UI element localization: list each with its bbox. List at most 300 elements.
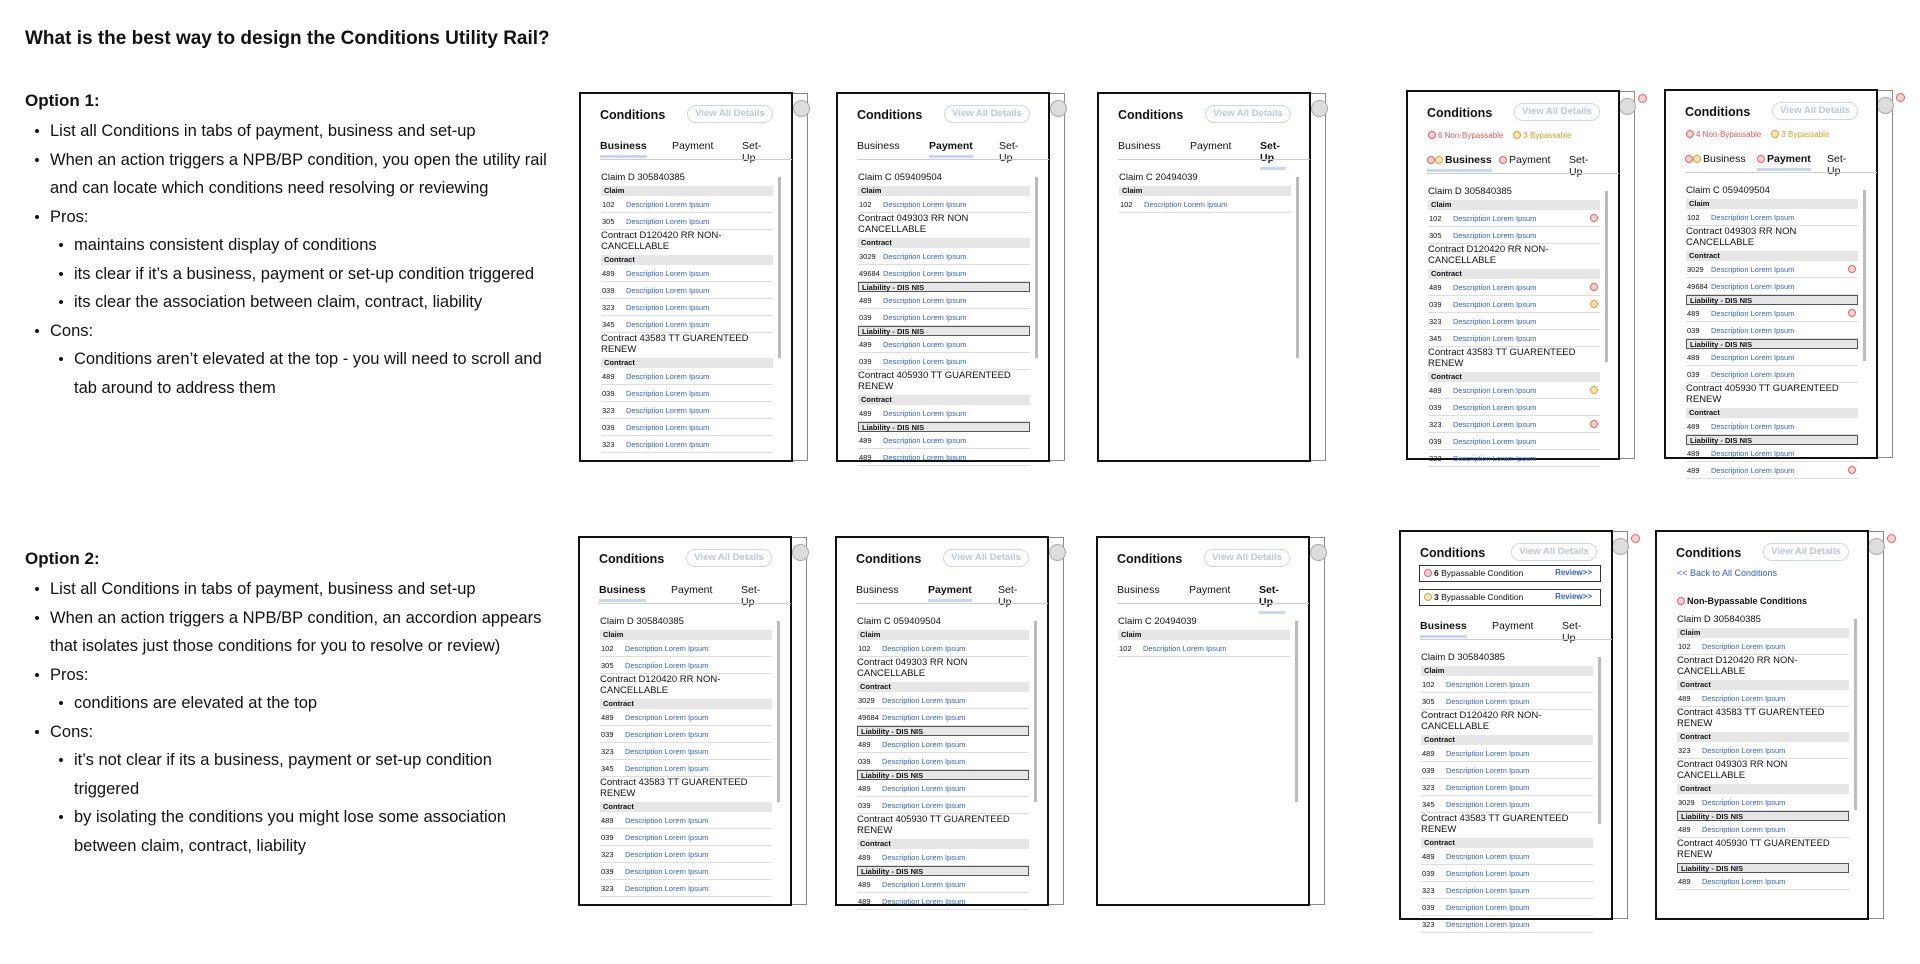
condition-description-link[interactable]: Description Lorem Ipsum xyxy=(883,268,967,278)
close-icon[interactable] xyxy=(1638,94,1647,103)
tab-label: Payment xyxy=(1492,620,1534,632)
npb-icon xyxy=(1428,131,1436,139)
section-header: Claim xyxy=(857,630,1029,640)
conditions-panel xyxy=(1096,536,1310,906)
avatar-icon xyxy=(1877,97,1894,114)
condition-code: 305 xyxy=(1422,696,1435,706)
group-title: Contract 405930 TT GUARENTEED RENEW xyxy=(1686,383,1839,405)
condition-code: 489 xyxy=(601,712,614,722)
bp-icon xyxy=(1693,155,1701,163)
tab-set-up[interactable] xyxy=(998,584,1024,611)
condition-row xyxy=(1421,676,1593,693)
view-all-details-button[interactable]: View All Details xyxy=(943,549,1029,567)
condition-description-link[interactable]: Description Lorem Ipsum xyxy=(882,756,966,766)
section-header: Contract xyxy=(858,238,1030,248)
tab-set-up[interactable] xyxy=(1569,154,1595,181)
condition-description-link[interactable]: Description Lorem Ipsum xyxy=(1711,212,1795,222)
condition-description-link[interactable]: Description Lorem Ipsum xyxy=(882,879,966,889)
avatar-icon xyxy=(1612,538,1629,555)
condition-code: 102 xyxy=(1687,212,1700,222)
condition-code: 489 xyxy=(858,783,871,793)
condition-description-link[interactable]: Description Lorem Ipsum xyxy=(1702,745,1786,755)
condition-description-link[interactable]: Description Lorem Ipsum xyxy=(883,435,967,445)
condition-code: 039 xyxy=(601,729,614,739)
tab-business[interactable] xyxy=(857,140,900,155)
accordion-npb[interactable] xyxy=(1419,565,1601,582)
bp-count-label: 3 Bypassable xyxy=(1781,130,1830,139)
scrollbar[interactable] xyxy=(778,177,781,358)
condition-description-link[interactable]: Description Lorem Ipsum xyxy=(1144,199,1228,209)
condition-code: 489 xyxy=(601,815,614,825)
tab-payment[interactable] xyxy=(1189,584,1230,599)
view-all-details-button[interactable]: View All Details xyxy=(1772,102,1858,120)
condition-code: 323 xyxy=(1429,453,1442,463)
scrollbar[interactable] xyxy=(1854,619,1857,810)
condition-description-link[interactable]: Description Lorem Ipsum xyxy=(1711,325,1795,335)
condition-code: 039 xyxy=(1687,369,1700,379)
condition-code: 323 xyxy=(1422,919,1435,929)
condition-row xyxy=(1421,882,1593,899)
condition-code: 039 xyxy=(858,800,871,810)
group-title: Contract 049303 RR NON CANCELLABLE xyxy=(857,657,968,679)
panel-title: Conditions xyxy=(1420,546,1486,560)
panel-title: Conditions xyxy=(857,108,923,122)
condition-description-link[interactable]: Description Lorem Ipsum xyxy=(1446,748,1530,758)
tab-set-up[interactable] xyxy=(1260,140,1286,170)
condition-row xyxy=(601,402,773,419)
condition-description-link[interactable]: Description Lorem Ipsum xyxy=(1711,352,1795,362)
condition-description-link[interactable]: Description Lorem Ipsum xyxy=(1453,385,1537,395)
condition-row xyxy=(1686,445,1858,462)
condition-row xyxy=(858,405,1030,422)
avatar-icon[interactable] xyxy=(1310,544,1327,561)
condition-description-link[interactable]: Description Lorem Ipsum xyxy=(1446,765,1530,775)
condition-description-link[interactable]: Description Lorem Ipsum xyxy=(1711,448,1795,458)
condition-code: 039 xyxy=(1422,765,1435,775)
condition-description-link[interactable]: Description Lorem Ipsum xyxy=(1711,421,1795,431)
condition-description-link[interactable]: Description Lorem Ipsum xyxy=(1446,885,1530,895)
review-link[interactable]: Review>> xyxy=(1555,568,1592,577)
accordion-bp[interactable] xyxy=(1419,589,1601,606)
condition-code: 323 xyxy=(601,849,614,859)
section-header: Contract xyxy=(857,682,1029,692)
condition-description-link[interactable]: Description Lorem Ipsum xyxy=(1453,436,1537,446)
conditions-list xyxy=(1119,172,1291,213)
option-title: Option 1: xyxy=(25,91,100,110)
view-all-details-button[interactable]: View All Details xyxy=(1514,103,1600,121)
view-all-details-button[interactable]: View All Details xyxy=(686,549,772,567)
tab-label: Business xyxy=(1117,584,1160,596)
group-title: Contract 049303 RR NON CANCELLABLE xyxy=(1686,226,1797,248)
tab-label: Business xyxy=(1118,140,1161,152)
condition-group xyxy=(857,814,1029,910)
section-header: Liability - DIS NIS xyxy=(1686,435,1858,445)
condition-row xyxy=(1421,916,1593,933)
condition-code: 039 xyxy=(859,356,872,366)
condition-code: 102 xyxy=(1120,199,1133,209)
condition-description-link[interactable]: Description Lorem Ipsum xyxy=(1453,230,1537,240)
bp-count xyxy=(1771,130,1829,139)
condition-row xyxy=(1686,462,1858,479)
condition-row xyxy=(857,709,1029,726)
condition-group xyxy=(1677,838,1849,890)
tab-label: Business xyxy=(857,140,900,152)
condition-description-link[interactable]: Description Lorem Ipsum xyxy=(882,739,966,749)
tab-bar xyxy=(1427,154,1595,178)
condition-code: 489 xyxy=(1678,693,1691,703)
condition-description-link[interactable]: Description Lorem Ipsum xyxy=(625,832,709,842)
condition-row xyxy=(857,893,1029,910)
condition-description-link[interactable]: Description Lorem Ipsum xyxy=(1446,799,1530,809)
condition-description-link[interactable]: Description Lorem Ipsum xyxy=(625,815,709,825)
option-bullets xyxy=(25,117,555,402)
condition-description-link[interactable]: Description Lorem Ipsum xyxy=(626,388,710,398)
condition-code: 039 xyxy=(1422,902,1435,912)
condition-description-link[interactable]: Description Lorem Ipsum xyxy=(1446,782,1530,792)
status-indicator-icon xyxy=(1590,386,1598,394)
view-all-details-button[interactable]: View All Details xyxy=(1204,549,1290,567)
tab-label: Payment xyxy=(672,140,714,152)
condition-description-link[interactable]: Description Lorem Ipsum xyxy=(1702,797,1786,807)
group-title: Claim D 305840385 xyxy=(1428,186,1512,197)
condition-code: 039 xyxy=(1429,402,1442,412)
condition-description-link[interactable]: Description Lorem Ipsum xyxy=(1711,281,1795,291)
tab-divider xyxy=(1427,173,1619,174)
bp-icon xyxy=(1771,130,1779,138)
condition-code: 489 xyxy=(859,452,872,462)
condition-code: 345 xyxy=(602,319,615,329)
condition-row xyxy=(601,316,773,333)
condition-description-link[interactable]: Description Lorem Ipsum xyxy=(1711,369,1795,379)
tab-label: Business xyxy=(600,140,647,152)
condition-description-link[interactable]: Description Lorem Ipsum xyxy=(625,763,709,773)
condition-description-link[interactable]: Description Lorem Ipsum xyxy=(1446,851,1530,861)
accordion-count: 6 xyxy=(1434,568,1439,578)
condition-description-link[interactable]: Description Lorem Ipsum xyxy=(883,199,967,209)
view-all-details-button[interactable]: View All Details xyxy=(1205,105,1291,123)
condition-description-link[interactable]: Description Lorem Ipsum xyxy=(626,405,710,415)
condition-row xyxy=(857,849,1029,866)
npb-icon xyxy=(1427,156,1435,164)
condition-description-link[interactable]: Description Lorem Ipsum xyxy=(883,452,967,462)
condition-description-link[interactable]: Description Lorem Ipsum xyxy=(1453,453,1537,463)
section-header: Contract xyxy=(1686,251,1858,261)
condition-description-link[interactable]: Description Lorem Ipsum xyxy=(882,783,966,793)
view-all-details-button[interactable]: View All Details xyxy=(1511,543,1597,561)
tab-payment[interactable] xyxy=(1757,153,1811,171)
condition-description-link[interactable]: Description Lorem Ipsum xyxy=(1711,264,1795,274)
section-header: Contract xyxy=(1686,408,1858,418)
condition-row xyxy=(601,368,773,385)
condition-description-link[interactable]: Description Lorem Ipsum xyxy=(1446,919,1530,929)
condition-row xyxy=(857,736,1029,753)
condition-description-link[interactable]: Description Lorem Ipsum xyxy=(1711,308,1795,318)
tab-set-up[interactable] xyxy=(1827,153,1853,180)
scrollbar[interactable] xyxy=(1598,657,1601,824)
section-header: Claim xyxy=(1428,200,1600,210)
condition-description-link[interactable]: Description Lorem Ipsum xyxy=(883,251,967,261)
condition-description-link[interactable]: Description Lorem Ipsum xyxy=(1143,643,1227,653)
status-indicator-icon xyxy=(1590,300,1598,308)
condition-description-link[interactable]: Description Lorem Ipsum xyxy=(882,643,966,653)
condition-group xyxy=(601,333,773,453)
condition-code: 039 xyxy=(858,756,871,766)
condition-row xyxy=(1428,433,1600,450)
condition-row xyxy=(1677,690,1849,707)
condition-description-link[interactable]: Description Lorem Ipsum xyxy=(1453,299,1537,309)
close-icon[interactable] xyxy=(1631,534,1640,543)
condition-description-link[interactable]: Description Lorem Ipsum xyxy=(1702,824,1786,834)
condition-description-link[interactable]: Description Lorem Ipsum xyxy=(626,422,710,432)
tab-payment[interactable] xyxy=(1499,154,1550,169)
tab-set-up[interactable] xyxy=(1562,620,1588,647)
view-all-details-button[interactable]: View All Details xyxy=(1763,543,1849,561)
condition-description-link[interactable]: Description Lorem Ipsum xyxy=(1453,419,1537,429)
tab-payment[interactable] xyxy=(672,140,713,155)
tab-divider xyxy=(599,603,791,604)
npb-title-label: Non-Bypassable Conditions xyxy=(1687,596,1808,606)
tab-bar xyxy=(856,584,1024,608)
tab-bar xyxy=(1117,584,1285,608)
condition-code: 489 xyxy=(1687,352,1700,362)
condition-group xyxy=(857,616,1029,657)
view-all-details-button[interactable]: View All Details xyxy=(944,105,1030,123)
avatar-icon[interactable] xyxy=(1049,544,1066,561)
back-link[interactable]: << Back to All Conditions xyxy=(1677,568,1778,578)
condition-description-link[interactable]: Description Lorem Ipsum xyxy=(626,199,710,209)
condition-description-link[interactable]: Description Lorem Ipsum xyxy=(1702,693,1786,703)
condition-description-link[interactable]: Description Lorem Ipsum xyxy=(626,319,710,329)
condition-row xyxy=(858,353,1030,370)
condition-description-link[interactable]: Description Lorem Ipsum xyxy=(625,883,709,893)
scrollbar[interactable] xyxy=(1035,177,1038,358)
tab-set-up[interactable] xyxy=(741,584,767,611)
condition-description-link[interactable]: Description Lorem Ipsum xyxy=(625,643,709,653)
condition-group xyxy=(600,674,772,777)
condition-group xyxy=(601,230,773,333)
npb-icon xyxy=(1424,569,1432,577)
scrollbar[interactable] xyxy=(1296,177,1299,358)
avatar-icon[interactable] xyxy=(793,100,810,117)
condition-description-link[interactable]: Description Lorem Ipsum xyxy=(625,660,709,670)
condition-description-link[interactable]: Description Lorem Ipsum xyxy=(1446,679,1530,689)
condition-row xyxy=(1686,349,1858,366)
condition-code: 489 xyxy=(858,896,871,906)
tab-label: Payment xyxy=(1767,153,1811,165)
condition-description-link[interactable]: Description Lorem Ipsum xyxy=(1446,696,1530,706)
condition-code: 102 xyxy=(602,199,615,209)
avatar-icon[interactable] xyxy=(1311,100,1328,117)
condition-description-link[interactable]: Description Lorem Ipsum xyxy=(1453,333,1537,343)
condition-group xyxy=(1421,652,1593,710)
condition-description-link[interactable]: Description Lorem Ipsum xyxy=(882,800,966,810)
condition-row xyxy=(1421,779,1593,796)
tab-business[interactable] xyxy=(1427,154,1492,172)
tab-bar xyxy=(1420,620,1588,644)
tab-label: Business xyxy=(1445,154,1492,166)
scrollbar[interactable] xyxy=(1863,190,1866,361)
condition-row xyxy=(1677,742,1849,759)
condition-code: 345 xyxy=(601,763,614,773)
tab-divider xyxy=(856,603,1048,604)
close-icon[interactable] xyxy=(1887,534,1896,543)
section-header: Claim xyxy=(600,630,772,640)
condition-row xyxy=(601,385,773,402)
tab-payment[interactable] xyxy=(928,584,972,602)
group-title: Contract D120420 RR NON-CANCELLABLE xyxy=(1677,655,1798,677)
review-link[interactable]: Review>> xyxy=(1555,592,1592,601)
condition-description-link[interactable]: Description Lorem Ipsum xyxy=(625,849,709,859)
scrollbar[interactable] xyxy=(1034,621,1037,802)
condition-description-link[interactable]: Description Lorem Ipsum xyxy=(626,216,710,226)
bullet-item: List all Conditions in tabs of payment, business and set-up xyxy=(25,575,555,604)
npb-icon xyxy=(1499,156,1507,164)
option-title: Option 2: xyxy=(25,549,100,568)
condition-description-link[interactable]: Description Lorem Ipsum xyxy=(626,371,710,381)
conditions-list xyxy=(1686,185,1858,479)
group-title: Contract 43583 TT GUARENTEED RENEW xyxy=(601,333,749,355)
condition-description-link[interactable]: Description Lorem Ipsum xyxy=(882,695,966,705)
condition-description-link[interactable]: Description Lorem Ipsum xyxy=(882,852,966,862)
conditions-panel xyxy=(1399,530,1613,929)
condition-description-link[interactable]: Description Lorem Ipsum xyxy=(1711,465,1795,475)
condition-code: 039 xyxy=(602,388,615,398)
condition-description-link[interactable]: Description Lorem Ipsum xyxy=(1453,282,1537,292)
tab-label: Set-Up xyxy=(1562,620,1582,644)
section-header: Contract xyxy=(858,395,1030,405)
condition-description-link[interactable]: Description Lorem Ipsum xyxy=(1453,316,1537,326)
tab-label: Payment xyxy=(928,584,972,596)
condition-description-link[interactable]: Description Lorem Ipsum xyxy=(883,356,967,366)
panel-title: Conditions xyxy=(1676,546,1742,560)
condition-code: 323 xyxy=(601,746,614,756)
condition-description-link[interactable]: Description Lorem Ipsum xyxy=(625,866,709,876)
condition-group xyxy=(1677,655,1849,707)
tab-label: Payment xyxy=(1189,584,1231,596)
condition-description-link[interactable]: Description Lorem Ipsum xyxy=(626,439,710,449)
condition-code: 489 xyxy=(1687,421,1700,431)
conditions-list xyxy=(600,616,772,897)
condition-row xyxy=(600,760,772,777)
tab-payment[interactable] xyxy=(1492,620,1533,635)
tab-set-up[interactable] xyxy=(1259,584,1285,614)
section-header: Claim xyxy=(1677,628,1849,638)
tab-business[interactable] xyxy=(1420,620,1467,638)
avatar-icon[interactable] xyxy=(792,544,809,561)
bullet-item: Pros: xyxy=(25,203,555,232)
condition-description-link[interactable]: Description Lorem Ipsum xyxy=(883,339,967,349)
tab-bar xyxy=(1118,140,1286,164)
condition-description-link[interactable]: Description Lorem Ipsum xyxy=(1453,402,1537,412)
tab-set-up[interactable] xyxy=(742,140,768,167)
section-header: Contract xyxy=(1428,269,1600,279)
scrollbar[interactable] xyxy=(1295,621,1298,802)
accordion-label: Bypassable Condition xyxy=(1438,592,1524,602)
condition-row xyxy=(600,657,772,674)
condition-code: 3029 xyxy=(858,695,875,705)
condition-description-link[interactable]: Description Lorem Ipsum xyxy=(625,729,709,739)
condition-row xyxy=(1686,366,1858,383)
condition-code: 49684 xyxy=(859,268,880,278)
condition-description-link[interactable]: Description Lorem Ipsum xyxy=(1702,876,1786,886)
condition-code: 039 xyxy=(1687,325,1700,335)
bullet-item: Cons: xyxy=(25,317,555,346)
group-title: Claim D 305840385 xyxy=(601,172,685,183)
condition-description-link[interactable]: Description Lorem Ipsum xyxy=(1446,868,1530,878)
tab-business[interactable] xyxy=(1685,153,1746,168)
condition-row xyxy=(601,299,773,316)
group-title: Contract 405930 TT GUARENTEED RENEW xyxy=(858,370,1011,392)
bullet-item: conditions are elevated at the top xyxy=(25,689,555,718)
tab-business[interactable] xyxy=(599,584,646,602)
tab-business[interactable] xyxy=(856,584,899,599)
condition-description-link[interactable]: Description Lorem Ipsum xyxy=(883,312,967,322)
section-header: Liability - DIS NIS xyxy=(1686,339,1858,349)
section-header: Contract xyxy=(601,255,773,265)
section-header: Claim xyxy=(1421,666,1593,676)
condition-description-link[interactable]: Description Lorem Ipsum xyxy=(882,896,966,906)
status-indicator-icon xyxy=(1848,309,1856,317)
condition-description-link[interactable]: Description Lorem Ipsum xyxy=(1453,213,1537,223)
tab-set-up[interactable] xyxy=(999,140,1025,167)
avatar-icon[interactable] xyxy=(1050,100,1067,117)
section-header: Contract xyxy=(601,358,773,368)
condition-description-link[interactable]: Description Lorem Ipsum xyxy=(625,746,709,756)
condition-row xyxy=(1428,330,1600,347)
conditions-list xyxy=(858,172,1030,466)
condition-code: 489 xyxy=(858,739,871,749)
tab-payment[interactable] xyxy=(929,140,973,158)
accordion-count: 3 xyxy=(1434,592,1439,602)
condition-description-link[interactable]: Description Lorem Ipsum xyxy=(626,302,710,312)
scrollbar[interactable] xyxy=(777,621,780,802)
condition-description-link[interactable]: Description Lorem Ipsum xyxy=(882,712,966,722)
condition-description-link[interactable]: Description Lorem Ipsum xyxy=(625,712,709,722)
view-all-details-button[interactable]: View All Details xyxy=(687,105,773,123)
condition-code: 3029 xyxy=(1687,264,1704,274)
tab-business[interactable] xyxy=(600,140,647,158)
condition-description-link[interactable]: Description Lorem Ipsum xyxy=(883,295,967,305)
section-header: Liability - DIS NIS xyxy=(857,770,1029,780)
condition-description-link[interactable]: Description Lorem Ipsum xyxy=(1446,902,1530,912)
avatar-icon xyxy=(1868,538,1885,555)
condition-description-link[interactable]: Description Lorem Ipsum xyxy=(626,285,710,295)
tab-business[interactable] xyxy=(1118,140,1161,155)
tab-business[interactable] xyxy=(1117,584,1160,599)
tab-payment[interactable] xyxy=(671,584,712,599)
bullet-item: Conditions aren’t elevated at the top - you will need to scroll and tab around to address them xyxy=(25,345,555,402)
bullet-item: Pros: xyxy=(25,661,555,690)
condition-description-link[interactable]: Description Lorem Ipsum xyxy=(883,408,967,418)
tab-label: Set-Up xyxy=(741,584,761,608)
section-header: Contract xyxy=(857,839,1029,849)
scrollbar[interactable] xyxy=(1605,191,1608,362)
condition-description-link[interactable]: Description Lorem Ipsum xyxy=(1702,641,1786,651)
tab-label: Set-Up xyxy=(1260,140,1280,164)
condition-description-link[interactable]: Description Lorem Ipsum xyxy=(626,268,710,278)
condition-code: 489 xyxy=(1678,876,1691,886)
tab-payment[interactable] xyxy=(1190,140,1231,155)
close-icon[interactable] xyxy=(1896,93,1905,102)
condition-code: 489 xyxy=(602,268,615,278)
option-bullets xyxy=(25,575,555,860)
group-title: Contract D120420 RR NON-CANCELLABLE xyxy=(1428,244,1549,266)
condition-row xyxy=(858,309,1030,326)
condition-code: 489 xyxy=(1422,851,1435,861)
condition-row xyxy=(601,265,773,282)
condition-row xyxy=(1686,322,1858,339)
condition-row xyxy=(1677,794,1849,811)
